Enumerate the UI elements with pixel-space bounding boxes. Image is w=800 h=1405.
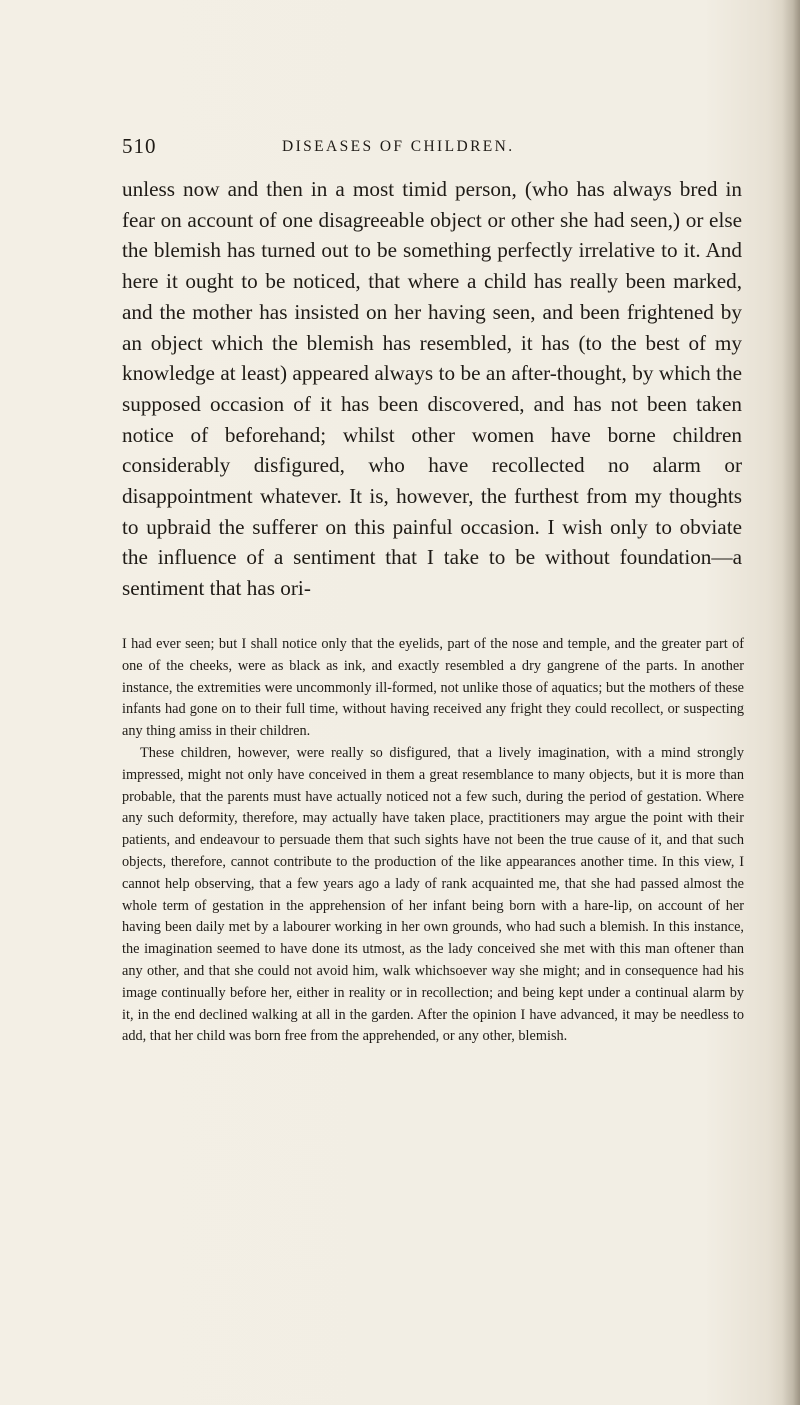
main-text xyxy=(122,174,742,604)
page-edge-shadow xyxy=(782,0,800,1405)
page-header xyxy=(122,134,742,166)
main-paragraph: unless now and then in a most timid person, (who has always bred in fear on account of one disagreeable object or other she had seen,) or else the blemish has turned out to be something perfectly irrelative to it. And here it ought to be noticed, that where a child has really been marked, and the mother has insisted on her having seen, and been frightened by an object which the blemish has resembled, it has (to the best of my knowledge at least) appeared always to be an after-thought, by which the supposed occasion of it has been discovered, and has not been taken notice of beforehand; whilst other women have borne children considerably disfigured, who have recollected no alarm or disappointment whatever. It is, however, the furthest from my thoughts to upbraid the sufferer on this painful occasion. I wish only to obviate the influence of a sentiment that I take to be without foundation—a sentiment that has ori- xyxy=(122,177,742,601)
footnote xyxy=(122,634,744,1048)
footnote-paragraph: These children, however, were really so disfigured, that a lively imagination, with a mind strongly impressed, might not only have conceived in them a great resemblance to many objects, but it is more than probable, that the parents must have actually noticed not a few such, during the period of gestation. Where any such deformity, therefore, may actually have taken place, practitioners may argue the point with their patients, and endeavour to persuade them that such sights have not been the true cause of it, and that such objects, therefore, cannot contribute to the production of the like appearances another time. In this view, I cannot help observing, that a few years ago a lady of rank acquainted me, that she had passed almost the whole term of gestation in the apprehension of her infant being born with a hare-lip, on account of her having been daily met by a labourer working in her own grounds, who had such a blemish. In this instance, the imagination seemed to have done its utmost, as the lady conceived she met with this man oftener than any other, and that she could not avoid him, walk whichsoever way she might; and in consequence had his image continually before her, either in reality or in recollection; and being kept under a continual alarm by it, in the end declined walking at all in the garden. After the opinion I have advanced, it may be needless to add, that her child was born free from the apprehended, or any other, blemish. xyxy=(122,744,744,1045)
running-title: DISEASES OF CHILDREN. xyxy=(282,138,515,155)
footnote-paragraph: I had ever seen; but I shall notice only that the eyelids, part of the nose and temple, and the greater part of one of the cheeks, were as black as ink, and exactly resembled a dry gangrene of the parts. In another instance, the extremities were uncommonly ill-formed, not unlike those of aquatics; but the mothers of these infants had gone on to their full time, without having received any fright they could recollect, or suspecting any thing amiss in their children. xyxy=(122,636,744,740)
page-number: 510 xyxy=(122,134,157,158)
